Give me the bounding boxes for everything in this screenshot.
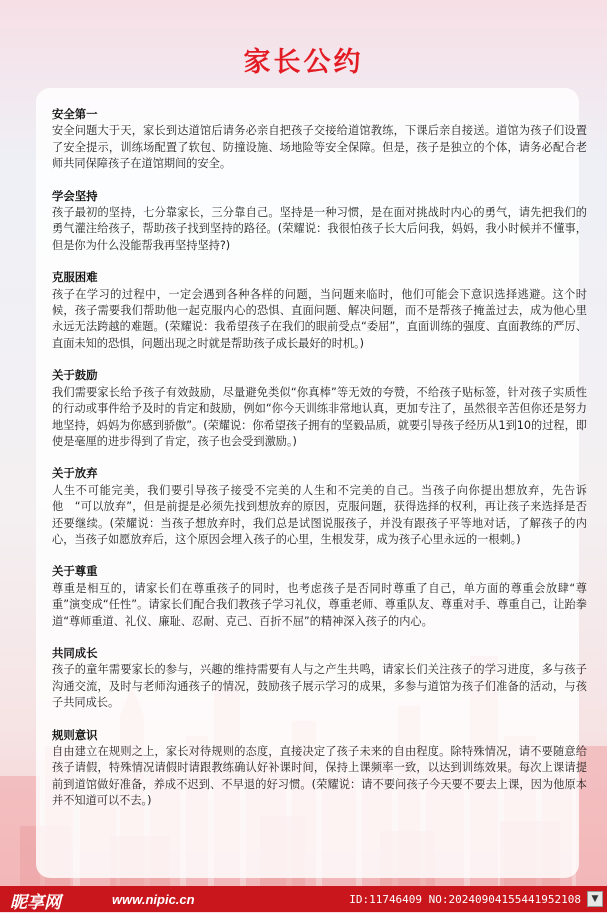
- watermark-url: www.nipic.cn: [112, 892, 195, 907]
- section-body: 孩子最初的坚持，七分靠家长，三分靠自己。坚持是一种习惯，是在面对挑战时内心的勇气，请先把我们的勇气灌注给孩子，帮助孩子找到坚持的路径。(荣耀说：我很怕孩子长大后问我，妈妈，我小时候并不懂事，但是你为什么没能帮我再坚持坚持?): [52, 206, 587, 252]
- section-giving-up: [52, 465, 587, 548]
- section-heading: 学会坚持: [52, 188, 98, 203]
- section-heading: 关于放弃: [52, 466, 98, 481]
- section-body: 尊重是相互的，请家长们在尊重孩子的同时，也考虑孩子是否同时尊重了自己，单方面的尊重会放肆“尊重”演变成“任性”。请家长们配合我们教孩子学习礼仪，尊重老师、尊重队友、尊重对手、尊重自己，让跆拳道“尊师重道、礼仪、廉耻、忍耐、克己、百折不屈”的精神深入孩子的内心。: [52, 581, 587, 628]
- section-heading: 关于尊重: [52, 564, 98, 579]
- section-heading: 规则意识: [52, 727, 98, 742]
- section-respect: [52, 563, 587, 630]
- page-title: 家长公约: [243, 47, 364, 78]
- section-body: 孩子的童年需要家长的参与，兴趣的维持需要有人与之产生共鸣，请家长们关注孩子的学习进度，多与孩子沟通交流，及时与老师沟通孩子的情况，鼓励孩子展示学习的成果，多参与道馆为孩子们准备的活动，与孩子共同成长。: [52, 663, 587, 710]
- section-rules: [52, 727, 587, 810]
- section-body: 我们需要家长给予孩子有效鼓励，尽量避免类似“你真棒”等无效的夸赞，不给孩子贴标签，针对孩子实质性的行动或事件给予及时的肯定和鼓励，例如“你今天训练非常地认真，更加专注了，虽然很辛苦但你还是努力地坚持，妈妈为你感到骄傲”。(荣耀说：你希望孩子拥有的坚毅品质，就要引导孩子经历从1到10的过程，即使是毫厘的进步得到了肯定，孩子也会受到激励。): [52, 385, 587, 448]
- section-safety: [52, 106, 587, 173]
- watermark-logo: 昵享网: [10, 893, 61, 912]
- covenant-content: [52, 106, 587, 825]
- section-body: 安全问题大于天，家长到达道馆后请务必亲自把孩子交接给道馆教练，下课后亲自接送。道馆为孩子们设置了安全提示，训练场配置了软包、防撞设施、场地险等安全保障。但是，孩子是独立的个体，请务必配合老师共同保障孩子在道馆期间的安全。: [52, 124, 587, 171]
- section-persistence: [52, 188, 587, 255]
- watermark-id: ID:11746409 NO:20240904155441952108: [349, 893, 581, 906]
- section-heading: 共同成长: [52, 645, 98, 660]
- watermark-bar: [0, 886, 607, 912]
- section-body: 自由建立在规则之上，家长对待规则的态度，直接决定了孩子未来的自由程度。除特殊情况，请不要随意给孩子请假，特殊情况请假时请跟教练确认好补课时间，保持上课频率一致，以达到训练效果。每次上课请提前到道馆做好准备，养成不迟到、不早退的好习惯。(荣耀说：请不要问孩子今天要不要去上课，因为他原本并不知道可以不去。): [52, 745, 587, 808]
- section-heading: 关于鼓励: [52, 368, 98, 383]
- section-overcome-difficulty: [52, 269, 587, 352]
- scroll-down-icon[interactable]: ▼: [587, 891, 603, 907]
- section-heading: 安全第一: [52, 107, 98, 121]
- section-body: 人生不可能完美，我们要引导孩子接受不完美的人生和不完美的自己。当孩子向你提出想放弃，先告诉他 “可以放弃”，但是前提是必须先找到想放弃的原因，克服问题，获得选择的权利，再让孩子来选择是否还要继续。(荣耀说：当孩子想放弃时，我们总是试图说服孩子，并没有跟孩子平等地对话，了解孩子的内心，当孩子如愿放弃后，这个原因会埋入孩子的心里，生根发芽，成为孩子心里永远的一根刺。): [52, 483, 587, 546]
- section-heading: 克服困难: [52, 270, 98, 285]
- section-body: 孩子在学习的过程中，一定会遇到各种各样的问题，当问题来临时，他们可能会下意识选择逃避。这个时候，孩子需要我们帮助他一起克服内心的恐惧、直面问题、解决问题，而不是帮孩子掩盖过去，成为他心里永远无法跨越的难题。(荣耀说：我希望孩子在我们的眼前受点“委屈”，直面训练的强度、直面教练的严厉、直面未知的恐惧，问题出现之时就是帮助孩子成长最好的时机。): [52, 287, 587, 350]
- section-encouragement: [52, 367, 587, 450]
- section-grow-together: [52, 645, 587, 712]
